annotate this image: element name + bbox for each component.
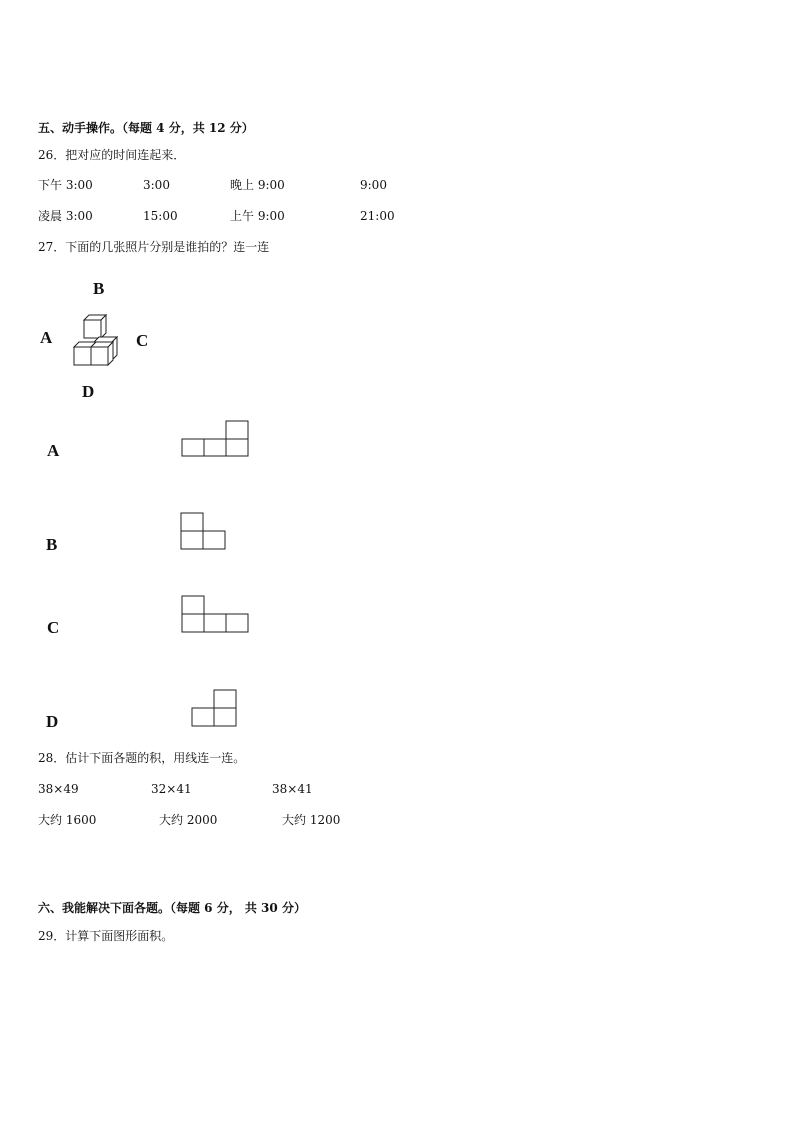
section-6-heading: 六、我能解决下面各题。（每题 6 分， 共 30 分） <box>38 901 306 915</box>
direction-label-bottom: D <box>82 382 95 401</box>
direction-label-right: C <box>136 331 149 350</box>
section-5-heading: 五、动手操作。（每题 4 分，共 12 分） <box>38 121 254 135</box>
option-label-d: D <box>46 712 59 731</box>
q26-row2-item3: 上午 9:00 <box>230 209 285 223</box>
option-label-b: B <box>46 535 58 554</box>
q28-estimate-1: 大约 1600 <box>38 813 97 827</box>
q26-row2-item1: 凌晨 3:00 <box>38 209 93 223</box>
question-26-stem: 26．把对应的时间连起来． <box>38 148 186 162</box>
view-a-figure <box>180 420 250 458</box>
cube-stack-illustration <box>68 312 122 370</box>
direction-label-top: B <box>93 279 105 298</box>
q28-product-2: 32×41 <box>151 782 192 796</box>
view-b-figure <box>180 512 228 552</box>
view-c-figure <box>180 595 252 635</box>
q26-row2-item4: 21:00 <box>360 209 395 223</box>
option-label-c: C <box>47 618 60 637</box>
q28-estimate-2: 大约 2000 <box>159 813 218 827</box>
q28-product-1: 38×49 <box>38 782 79 796</box>
q26-row2-item2: 15:00 <box>143 209 178 223</box>
option-label-a: A <box>47 441 60 460</box>
question-28-stem: 28．估计下面各题的积，用线连一连。 <box>38 751 246 765</box>
q26-row1-item3: 晚上 9:00 <box>230 178 285 192</box>
question-29-stem: 29．计算下面图形面积。 <box>38 929 174 943</box>
q26-row1-item1: 下午 3:00 <box>38 178 93 192</box>
q26-row1-item2: 3:00 <box>143 178 170 192</box>
q28-estimate-3: 大约 1200 <box>282 813 341 827</box>
q26-row1-item4: 9:00 <box>360 178 387 192</box>
q28-product-3: 38×41 <box>272 782 313 796</box>
question-27-stem: 27．下面的几张照片分别是谁拍的？连一连 <box>38 240 270 254</box>
view-d-figure <box>190 689 240 729</box>
direction-label-left: A <box>40 328 53 347</box>
